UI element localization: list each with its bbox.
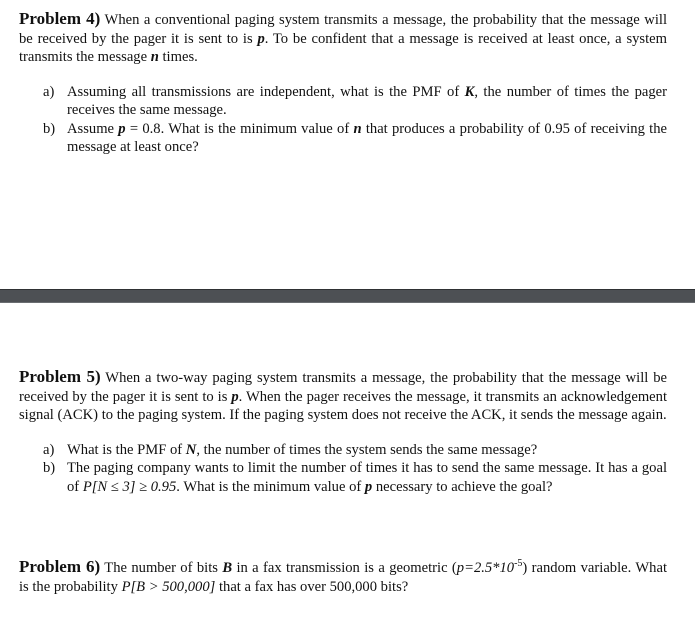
- problem-5-intro: Problem 5) When a two-way paging system transmits a message, the probability that the message will be received by the pager it is sent to is p. When the pager receives the message, it transmits an acknowledgement signal (ACK) to the paging system. If the paging system does not receive the ACK, it sends the message again.: [19, 367, 667, 423]
- problem-4: [19, 10, 667, 157]
- problem-5-parts: [19, 441, 667, 497]
- problem-6-heading: Problem 6): [19, 557, 101, 576]
- problem-4-parts: [19, 83, 667, 157]
- problem-4-intro: Problem 4) When a conventional paging system transmits a message, the probability that the message will be received by the pager it is sent to is p. To be confident that a message is received at least once, a system transmits the message n times.: [19, 9, 667, 65]
- problem-4-part-a: a) Assuming all transmissions are independent, what is the PMF of K, the number of times the pager receives the same message.: [43, 83, 667, 118]
- problem-5-part-b: b) The paging company wants to limit the number of times it has to send the same message. It has a goal of P[N ≤ 3] ≥ 0.95. What is the minimum value of p necessary to achieve the goal?: [43, 460, 667, 495]
- problem-5: [19, 368, 667, 496]
- problem-4-part-b: b) Assume p = 0.8. What is the minimum value of n that produces a probability of 0.95 of receiving the message at least once?: [43, 120, 667, 155]
- problem-4-heading: Problem 4): [19, 9, 101, 28]
- problem-5-part-a: a) What is the PMF of N, the number of times the system sends the same message?: [43, 441, 538, 458]
- problem-5-heading: Problem 5): [19, 367, 101, 386]
- problem-6: [19, 558, 667, 596]
- problem-6-intro: Problem 6) The number of bits B in a fax transmission is a geometric $(p=2.5*10^{-5})$ random variable. What is the probability P[B > 500,000] that a fax has over 500,000 bits?: [19, 557, 667, 595]
- section-divider: [0, 289, 695, 303]
